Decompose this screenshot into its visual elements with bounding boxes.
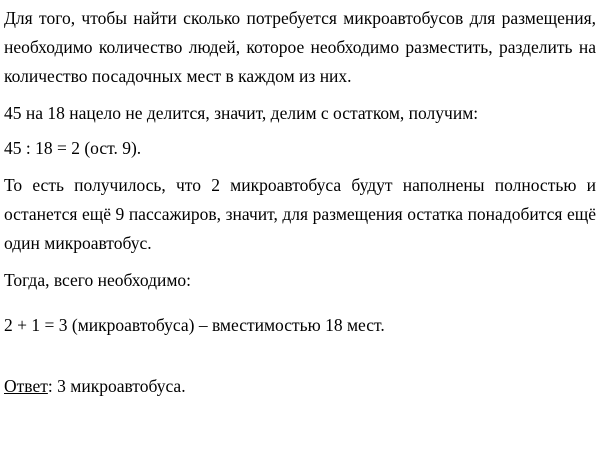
answer-line [4, 372, 596, 401]
expression-total: 2 + 1 = 3 (микроавтобуса) – вместимостью 18 мест. [4, 315, 385, 335]
spacer [4, 346, 596, 372]
answer-value: 3 микроавтобуса. [57, 376, 186, 396]
expression-division: 45 : 18 = 2 (ост. 9). [4, 138, 142, 158]
paragraph-division-statement: 45 на 18 нацело не делится, значит, делим с остатком, получим: [4, 103, 479, 123]
paragraph-intro: Для того, чтобы найти сколько потребуется микроавтобусов для размещения, необходимо количество людей, которое необходимо разместить, разделить на количество посадочных мест в каждом из них. [4, 8, 596, 86]
answer-label: Ответ [4, 376, 48, 396]
paragraph-explanation: То есть получилось, что 2 микроавтобуса будут наполнены полностью и останется ещё 9 пассажиров, значит, для размещения остатка понадобится ещё один микроавтобус. [4, 175, 596, 253]
spacer [4, 301, 596, 311]
paragraph-total-intro: Тогда, всего необходимо: [4, 270, 192, 290]
answer-separator: : [47, 376, 58, 396]
